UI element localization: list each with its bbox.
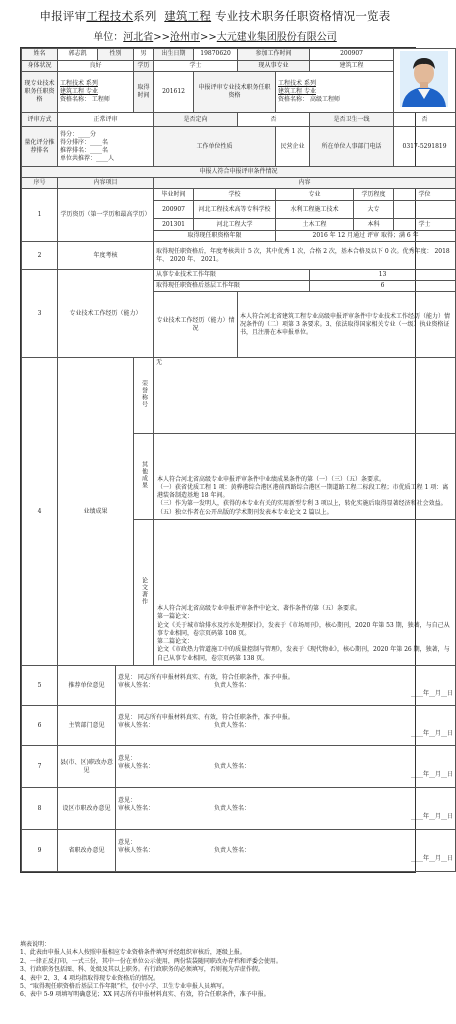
birth-value: 19870620: [194, 49, 238, 61]
edu-item: 学历资历（第一学历和最高学历）: [58, 189, 154, 242]
row-no-7: 7: [22, 746, 58, 788]
achv-item: 业绩成果: [58, 358, 134, 666]
edu-value: 学士: [154, 60, 238, 72]
instruction-item: 1、此表由申报人员本人按照申报相应专业资格条件填写并经组织审核后，逐级上报。: [20, 949, 246, 957]
instructions-title: 填表说明：: [20, 941, 51, 948]
edu-row1-school: 河北工程技术高等专科学校: [194, 201, 276, 219]
row-no-1: 1: [22, 189, 58, 242]
health-line-label: 是否卫生一线: [310, 113, 394, 127]
review-method-value: 正常评审: [58, 113, 154, 127]
hr-phone-label: 所在单位人事部门电话: [310, 127, 394, 167]
opinion-6-label: 主管部门意见: [58, 706, 116, 746]
opinion-9-box: 意见： 审核人签名： 负责人签名： ____年__月__日: [116, 830, 456, 872]
row-no-5: 5: [22, 666, 58, 706]
portrait-photo: [394, 49, 454, 109]
edu-col-degree: 学位: [394, 189, 456, 201]
applicant-photo: [394, 49, 456, 113]
years-value: 13: [310, 270, 456, 281]
opinion-9-label: 省职改办意见: [58, 830, 116, 872]
conditions-header: 申报人符合申报评审条件情况: [22, 167, 456, 178]
exp-sub-label: 专业技术工作经历（能力）情况: [154, 292, 238, 358]
directed-label: 是否定向: [154, 113, 238, 127]
honor-value: 无: [154, 358, 456, 434]
gender-value: 男: [134, 49, 154, 61]
edu-col-time: 毕业时间: [154, 189, 194, 201]
instruction-item: 5、“取得现任职资格后基层工作年限”栏，仅中小学、卫生专业申报人员填写。: [20, 983, 228, 991]
col-content: 内容: [154, 178, 456, 189]
work-start-value: 200907: [310, 49, 394, 61]
edu-row1-degree: [394, 201, 456, 219]
current-qual-label: 现专业技术职务任职资格: [22, 72, 58, 113]
opinion-7-box: 意见： 审核人签名： 负责人签名： ____年__月__日: [116, 746, 456, 788]
work-start-label: 参加工作时间: [238, 49, 310, 61]
instruction-item: 3、行政职务包括图、科、处级及其以上职务。有行政职务的必须填写，否则视为弄虚作假。: [20, 966, 264, 974]
apply-qual-label: 申报评审专业技术职务任职资格: [194, 72, 276, 113]
major-label: 现从事专业: [238, 60, 310, 72]
edu-row1-time: 200907: [154, 201, 194, 219]
assess-item: 年度考核: [58, 242, 154, 270]
birth-label: 出生日期: [154, 49, 194, 61]
obtain-label: 取得时间: [134, 72, 154, 113]
edu-row2-time: 201301: [154, 219, 194, 231]
paper-label: 论文著作: [134, 520, 154, 666]
opinion-8-label: 设区市职改办意见: [58, 788, 116, 830]
current-qual-value: 工程技术 系列 建筑工程 专业 资格名称： 工程师: [58, 72, 134, 113]
edu-row2-school: 河北工程大学: [194, 219, 276, 231]
health-line-value: 否: [394, 113, 456, 127]
score-label: 量化评分推荐排名: [22, 127, 58, 167]
years2-value: 6: [310, 281, 456, 292]
edu-row1-level: 大专: [354, 201, 394, 219]
row-no-2: 2: [22, 242, 58, 270]
honor-label: 荣誉称号: [134, 358, 154, 434]
instruction-item: 4、表中 2、3、4 项均指取得现专业资格后的情况。: [20, 974, 160, 982]
since-value: 2016 年 12 月通过 评审 取得；满 6 年: [276, 231, 456, 242]
hr-phone-value: 0317-5291819: [394, 127, 456, 167]
major-value: 建筑工程: [310, 60, 394, 72]
exp-item: 专业技术工作经历（能力）: [58, 270, 154, 358]
row-no-4: 4: [22, 358, 58, 666]
opinion-7-label: 县(市、区)职改办意见: [58, 746, 116, 788]
opinion-5-label: 推荐单位意见: [58, 666, 116, 706]
years-label: 从事专业技术工作年限: [154, 270, 310, 281]
health-value: 良好: [58, 60, 134, 72]
opinion-5-box: 意见： 同志所有申报材料真实、有效，符合任职条件，准予申报。 审核人签名： 负责人签名： ____年__月__日: [116, 666, 456, 706]
apply-qual-value: 工程技术 系列 建筑工程 专业 资格名称： 高级工程师: [276, 72, 394, 113]
unit-nature-value: 民营企业: [276, 127, 310, 167]
gender-label: 性别: [98, 49, 134, 61]
score-lines: 得分：____分 得分排序：____名 推荐排名：____名 单位共推荐：____人: [58, 127, 154, 167]
other-label: 其他成果: [134, 434, 154, 520]
name-value: 郭志凯: [58, 49, 98, 61]
paper-text: 本人符合河北省高级专业申报评审条件中论文、著作条件的第（五）条要求。 第一篇论文： 论文《关于城市给排水及污水处理探讨》，发表于《市场周刊》，核心期刊，2020 年第 53 期，独著，与自己从事专业相同，卷宗页码第 108 页。 第二篇论文： 论文《市政热力管道施工中的质量控制与管理》，发表于《现代物业》，核心期刊，2020 年第 26 期，独著，与自己从事专业相同，卷宗页码第 138 页。: [154, 520, 456, 666]
unit-nature-label: 工作单位性质: [154, 127, 276, 167]
col-item: 内容项目: [58, 178, 154, 189]
instructions: [20, 941, 414, 1000]
row-no-9: 9: [22, 830, 58, 872]
edu-label: 学历: [134, 60, 154, 72]
qualification-table: [20, 47, 454, 873]
years2-label: 取得现任职资格后基层工作年限: [154, 281, 310, 292]
instruction-item: 6、表中 5-9 项填写明确意见；XX 同志所有申报材料真实、有效，符合任职条件，准予申报。: [20, 991, 270, 999]
col-no: 序号: [22, 178, 58, 189]
edu-col-major: 专业: [276, 189, 354, 201]
opinion-8-box: 意见： 审核人签名： 负责人签名： ____年__月__日: [116, 788, 456, 830]
instruction-item: 2、一律正反打印，一式三份，其中一份在单位公示使用，两份装袋随同职改办存档和评委会使用。: [20, 957, 282, 965]
edu-row2-major: 土木工程: [276, 219, 354, 231]
edu-col-level: 学历程度: [354, 189, 394, 201]
name-label: 姓名: [22, 49, 58, 61]
edu-row1-major: 水利工程施工技术: [276, 201, 354, 219]
exp-text: 本人符合河北省建筑工程专业高级申报评审条件中专业技术工作经历（能力）情况条件的（二）项第 3 条要求。3、依法取得国家相关专业（一级）执业资格证书，且注册在本申报单位。: [238, 292, 456, 358]
row-no-3: 3: [22, 270, 58, 358]
other-text: 本人符合河北省高级专业申报评审条件中业绩成果条件的第（一）（三）（五）条要求。 （一）获省优质工程 1 项：黄骅港综合港区港前西路综合港区一期道路工程二标段工程；市优质工程 1 项：离港装备制造基地 18 年间。 （三）作为第一发明人，获得的本专业有关的实用新型专利 3 项以上，转化实施后取得显著经济和社会效益。 （五）独立作者在公开出版的学术期刊发表本专业论文 2 篇以上。: [154, 434, 456, 520]
unit-line: 单位：河北省>>沧州市>>大元建业集团股份有限公司: [93, 32, 337, 43]
health-label: 身体状况: [22, 60, 58, 72]
row-no-8: 8: [22, 788, 58, 830]
assess-text: 取得现任职资格后，年度考核共计 5 次，其中优秀 1 次，合格 2 次，基本合格及以下 0 次。优秀年度： 2018 年、 2020 年、 2021。: [154, 242, 456, 270]
edu-col-school: 学校: [194, 189, 276, 201]
directed-value: 否: [238, 113, 310, 127]
edu-row2-level: 本科: [354, 219, 394, 231]
opinion-6-box: 意见： 同志所有申报材料真实、有效，符合任职条件，准予申报。 审核人签名： 负责人签名： ____年__月__日: [116, 706, 456, 746]
row-no-6: 6: [22, 706, 58, 746]
review-method-label: 评审方式: [22, 113, 58, 127]
obtain-value: 201612: [154, 72, 194, 113]
since-label: 取得现任职资格年限: [154, 231, 276, 242]
edu-row2-degree: 学士: [394, 219, 456, 231]
page-title: 申报评审工程技术系列 建筑工程 专业技术职务任职资格情况一览表: [39, 9, 391, 23]
